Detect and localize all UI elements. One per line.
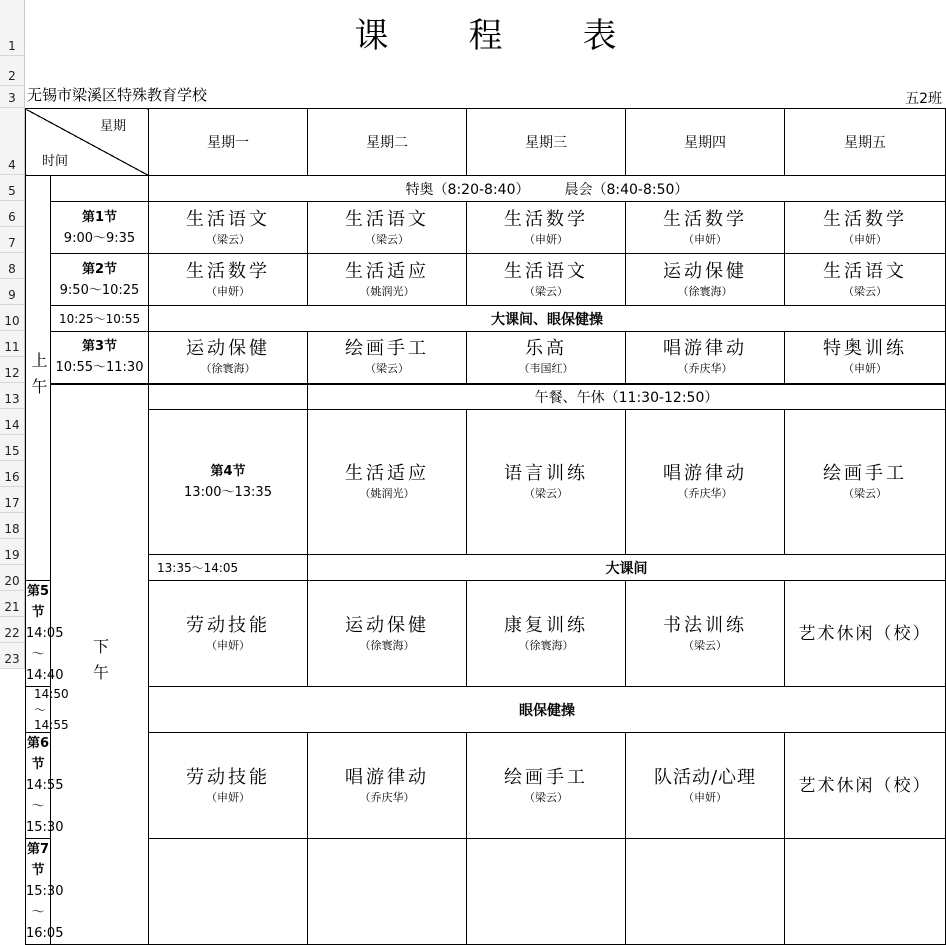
subject: 绘画手工 [823,463,907,484]
lesson-cell[interactable] [626,410,785,555]
lesson-cell[interactable] [308,839,467,945]
lesson-cell[interactable] [149,581,308,687]
subject: 绘画手工 [504,766,588,788]
empty-cell[interactable] [51,176,149,202]
subject: 特奥训练 [823,338,907,360]
lesson-cell[interactable] [308,410,467,555]
row-number[interactable]: 21 [0,591,25,617]
lesson-cell[interactable] [308,733,467,839]
teacher: （梁云） [843,487,887,500]
subject: 唱游律动 [663,463,747,484]
period-label-cell[interactable] [26,733,64,839]
period-time: 14:05～14:40 [26,626,64,683]
day-header-fri[interactable]: 星期五 [785,109,946,176]
row-number[interactable]: 14 [0,409,25,435]
lesson-cell[interactable] [467,202,626,254]
teacher: （梁云） [524,487,568,500]
lesson-cell[interactable] [785,202,946,254]
lesson-cell[interactable] [149,733,308,839]
morning-segment-label[interactable]: 上午 [26,176,51,581]
subject: 生活数学 [823,208,907,230]
period-label-cell[interactable] [26,839,64,945]
subject: 艺术休闲（校） [798,775,932,796]
teacher: （韦国红） [518,362,574,376]
table-row [26,733,946,839]
lesson-cell[interactable] [785,733,946,839]
lesson-cell[interactable] [626,254,785,306]
subject: 生活语文 [504,260,588,282]
time-label: 时间 [42,154,69,169]
row-number[interactable]: 7 [0,227,25,253]
break-band[interactable]: 大课间、眼保健操 [149,306,946,332]
period-label-cell[interactable] [51,254,149,306]
period-name: 第5节 [26,584,50,620]
subject: 生活语文 [345,208,429,230]
teacher: （梁云） [843,284,887,298]
subject: 语言训练 [504,463,588,484]
morning-opening-band[interactable]: 特奥（8:20-8:40） 晨会（8:40-8:50） [149,176,946,202]
subject: 队活动/心理 [653,766,757,788]
lesson-cell[interactable] [308,254,467,306]
subject: 生活语文 [823,260,907,282]
break-band[interactable]: 眼保健操 [149,687,946,733]
subject: 劳动技能 [186,766,270,788]
row-number[interactable]: 19 [0,539,25,565]
afternoon-segment-label[interactable]: 下午 [51,384,149,945]
period-name: 第1节 [81,209,118,225]
lunch-band[interactable]: 午餐、午休（11:30-12:50） [308,384,946,410]
row-number[interactable]: 10 [0,305,25,331]
period-name: 第2节 [81,261,118,277]
subject: 生活适应 [345,260,429,282]
table-row [26,581,946,687]
subject: 康复训练 [504,614,588,636]
teacher: （申妍） [206,638,250,652]
subject: 乐高 [525,338,567,360]
day-header-wed[interactable]: 星期三 [467,109,626,176]
teacher: （申妍） [843,362,887,376]
row-number[interactable]: 15 [0,435,25,461]
lesson-cell[interactable] [149,332,308,384]
lesson-cell[interactable] [467,839,626,945]
row-number[interactable]: 22 [0,617,25,643]
row-number[interactable]: 5 [0,175,25,201]
lesson-cell[interactable] [149,839,308,945]
table-row [26,410,946,555]
teacher: （徐寰海） [677,284,733,298]
teacher: （申妍） [843,232,887,246]
teacher: （申妍） [683,790,727,804]
period-time: 14:55～15:30 [26,778,64,835]
row-number[interactable]: 8 [0,253,25,279]
lesson-cell[interactable] [467,410,626,555]
diagonal-header-cell[interactable] [26,109,149,176]
row-number[interactable]: 6 [0,201,25,227]
subject: 生活数学 [663,208,747,230]
lesson-cell[interactable] [149,254,308,306]
lesson-cell[interactable] [785,254,946,306]
table-row [26,332,946,384]
lesson-cell[interactable] [785,410,946,555]
teacher: （姚润光） [359,284,415,298]
header-row [26,109,946,176]
row-number[interactable]: 3 [0,86,25,108]
table-row [26,202,946,254]
table-row [26,839,946,945]
row-number[interactable]: 12 [0,357,25,383]
row-number[interactable]: 13 [0,383,25,409]
teacher: （徐寰海） [518,638,574,652]
teacher: （梁云） [683,638,727,652]
timetable [25,108,946,945]
day-header-thu[interactable]: 星期四 [626,109,785,176]
week-label: 星期 [99,119,126,134]
period-label-cell[interactable] [51,332,149,384]
subject: 生活语文 [186,208,270,230]
lesson-cell[interactable] [467,332,626,384]
row-number[interactable]: 18 [0,513,25,539]
teacher: （申妍） [206,284,250,298]
subject: 生活适应 [345,463,429,484]
subject: 运动保健 [345,614,429,636]
lesson-cell[interactable] [467,733,626,839]
subject: 书法训练 [663,614,747,636]
table-row [26,254,946,306]
lesson-cell[interactable] [308,581,467,687]
day-header-tue[interactable]: 星期二 [308,109,467,176]
day-header-mon[interactable]: 星期一 [149,109,308,176]
teacher: （梁云） [365,232,409,246]
lesson-cell[interactable] [626,733,785,839]
table-row [26,555,946,581]
teacher: （乔庆华） [677,487,733,500]
break-time-cell[interactable]: 14:50～14:55 [26,687,51,733]
teacher: （申妍） [206,790,250,804]
row-number[interactable]: 11 [0,331,25,357]
lesson-cell[interactable] [626,839,785,945]
subject: 唱游律动 [345,766,429,788]
subject: 艺术休闲（校） [798,623,932,644]
teacher: （徐寰海） [200,362,256,376]
subject: 运动保健 [186,338,270,360]
period-time: 9:00～9:35 [63,230,136,246]
subject: 绘画手工 [345,338,429,360]
subject: 生活数学 [504,208,588,230]
teacher: （梁云） [524,790,568,804]
table-row [26,384,946,410]
row-number[interactable]: 23 [0,643,25,669]
teacher: （乔庆华） [677,362,733,376]
subject: 唱游律动 [663,338,747,360]
period-name: 第7节 [26,842,50,878]
period-name: 第3节 [81,339,118,355]
subject: 运动保健 [663,260,747,282]
row-number[interactable]: 9 [0,279,25,305]
teacher: （梁云） [365,362,409,376]
row-number[interactable]: 1 [0,0,25,56]
teacher: （申妍） [524,232,568,246]
row-number[interactable]: 4 [0,108,25,175]
period-label-cell[interactable] [26,581,64,687]
school-name: 无锡市梁溪区特殊教育学校 [27,86,208,104]
table-row [26,176,946,202]
row-number[interactable]: 2 [0,56,25,86]
row-number[interactable]: 17 [0,487,25,513]
lesson-cell[interactable] [626,202,785,254]
subject: 劳动技能 [186,614,270,636]
subject: 生活数学 [186,260,270,282]
empty-cell[interactable] [149,384,308,410]
row-number[interactable]: 20 [0,565,25,591]
break-band[interactable]: 大课间 [308,555,946,581]
lesson-cell[interactable] [467,581,626,687]
period-name: 第6节 [26,736,50,772]
class-name: 五2班 [905,91,942,107]
period-label-cell[interactable] [149,410,308,555]
period-label-cell[interactable] [51,202,149,254]
period-name: 第4节 [210,464,246,479]
table-row [26,306,946,332]
teacher: （姚润光） [359,487,415,500]
lesson-cell[interactable] [785,332,946,384]
lesson-cell[interactable] [467,254,626,306]
teacher: （乔庆华） [359,790,415,804]
lesson-cell[interactable] [785,839,946,945]
lesson-cell[interactable] [308,332,467,384]
teacher: （梁云） [524,284,568,298]
break-time-cell[interactable]: 10:25～10:55 [51,306,149,332]
period-time: 13:00～13:35 [184,485,272,500]
break-time-cell[interactable]: 13:35～14:05 [149,555,308,581]
teacher: （徐寰海） [359,638,415,652]
table-row [26,687,946,733]
teacher: （申妍） [683,232,727,246]
lesson-cell[interactable] [785,581,946,687]
period-time: 15:30～16:05 [26,884,64,941]
lesson-cell[interactable] [149,202,308,254]
page-title: 课程表 [354,16,697,56]
row-number[interactable]: 16 [0,461,25,487]
lesson-cell[interactable] [626,332,785,384]
lesson-cell[interactable] [308,202,467,254]
period-time: 9:50～10:25 [59,282,140,298]
period-time: 10:55～11:30 [55,360,144,376]
lesson-cell[interactable] [626,581,785,687]
teacher: （梁云） [206,232,250,246]
